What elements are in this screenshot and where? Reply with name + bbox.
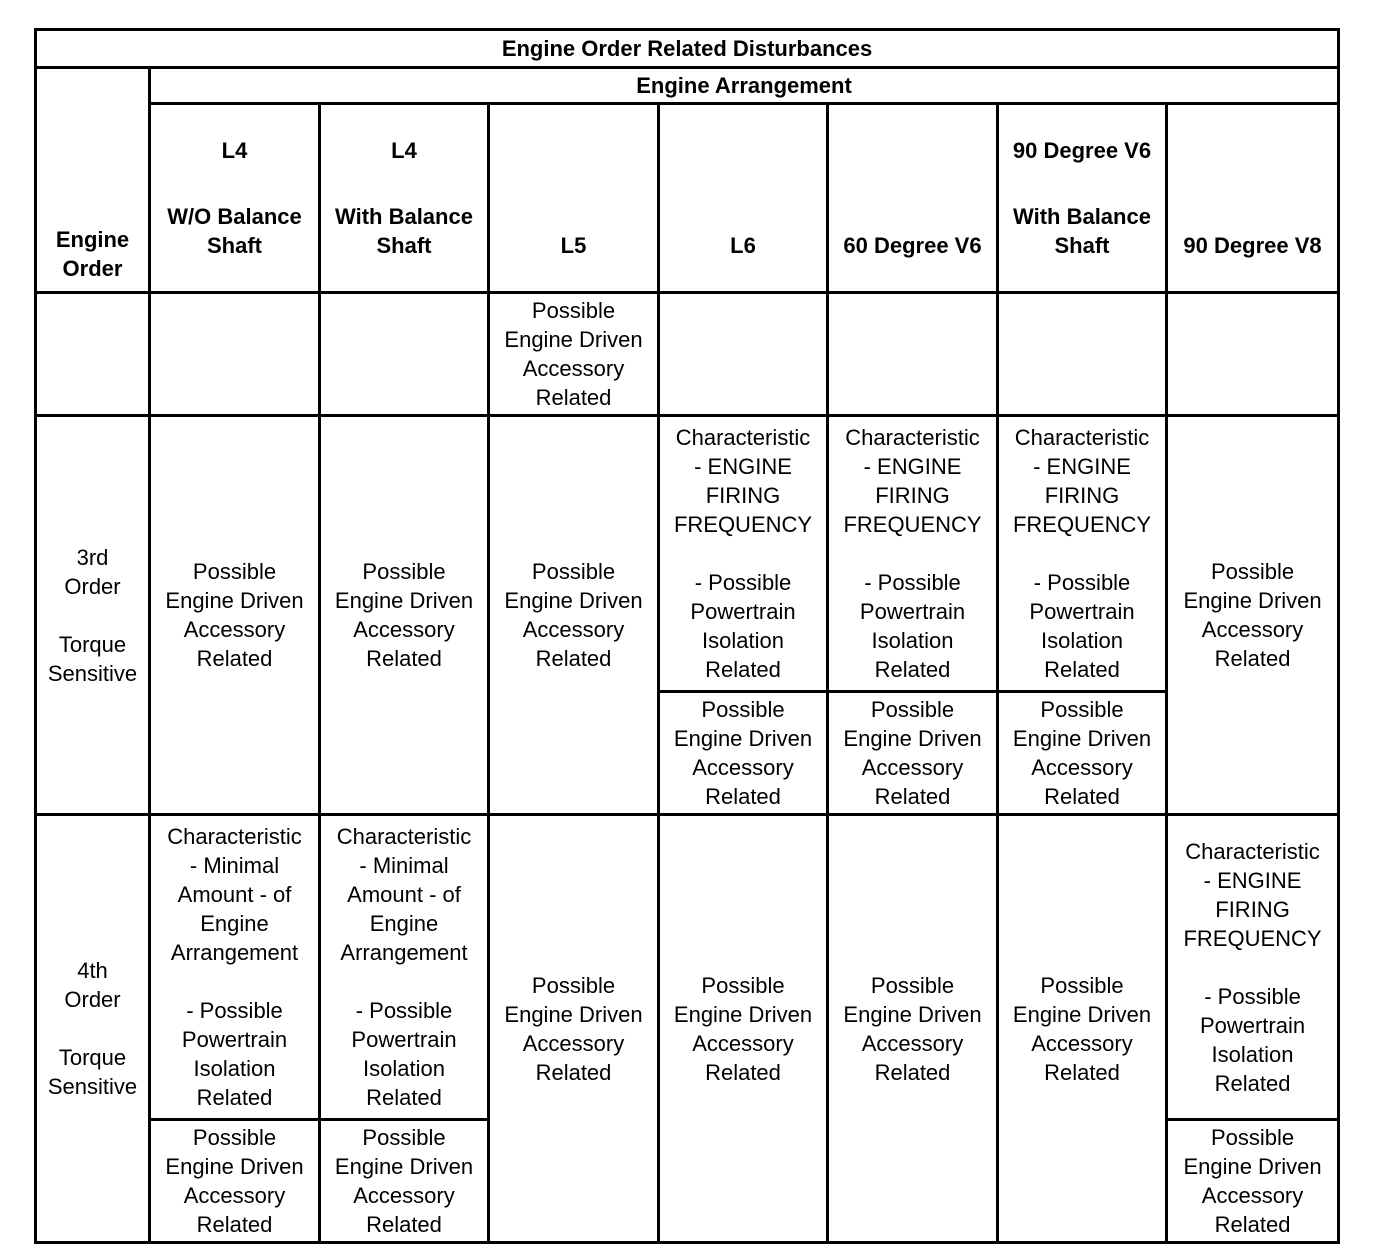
table-cell: Possible Engine Driven Accessory Related	[828, 815, 998, 1243]
table-cell	[150, 293, 320, 416]
col-header-bottom: 90 Degree V8	[1183, 233, 1322, 258]
col-header-60-v6	[828, 104, 998, 293]
table-cell: Possible Engine Driven Accessory Related	[320, 1120, 489, 1243]
col-header-top: L4	[221, 138, 248, 163]
table-row	[36, 416, 1339, 692]
engine-order-table	[34, 28, 1340, 1244]
engine-arrangement-header: Engine Arrangement	[150, 68, 1339, 104]
table-cell: Characteristic - ENGINE FIRING FREQUENCY - Possible Powertrain Isolation Related	[659, 416, 828, 692]
table-cell	[320, 293, 489, 416]
table-cell: Possible Engine Driven Accessory Related	[150, 1120, 320, 1243]
col-header-l4-with-balance	[320, 104, 489, 293]
table-cell: Characteristic - Minimal Amount - of Engine Arrangement - Possible Powertrain Isolation Related	[320, 815, 489, 1120]
col-header-bottom: With Balance Shaft	[335, 204, 473, 258]
table-cell: Possible Engine Driven Accessory Related	[828, 692, 998, 815]
row-label	[36, 293, 150, 416]
table-cell	[998, 293, 1167, 416]
row-label: 3rd Order Torque Sensitive	[36, 416, 150, 815]
table-cell: Characteristic - ENGINE FIRING FREQUENCY - Possible Powertrain Isolation Related	[998, 416, 1167, 692]
col-header-bottom: L5	[560, 233, 587, 258]
col-header-bottom: With Balance Shaft	[1013, 204, 1151, 258]
col-header-bottom: W/O Balance Shaft	[167, 204, 302, 258]
table-cell: Characteristic - ENGINE FIRING FREQUENCY - Possible Powertrain Isolation Related	[1167, 815, 1339, 1120]
table-cell: Possible Engine Driven Accessory Related	[998, 815, 1167, 1243]
col-header-top: 90 Degree V6	[1012, 138, 1152, 163]
col-header-90-v8	[1167, 104, 1339, 293]
col-header-bottom: 60 Degree V6	[843, 233, 982, 258]
table-cell: Possible Engine Driven Accessory Related	[1167, 416, 1339, 815]
table-cell: Possible Engine Driven Accessory Related	[1167, 1120, 1339, 1243]
table-cell: Possible Engine Driven Accessory Related	[659, 692, 828, 815]
col-header-bottom: L6	[730, 233, 756, 258]
col-header-l6	[659, 104, 828, 293]
row-label: 4th Order Torque Sensitive	[36, 815, 150, 1243]
table-cell: Possible Engine Driven Accessory Related	[489, 293, 659, 416]
table-cell: Possible Engine Driven Accessory Related	[659, 815, 828, 1243]
table-cell	[828, 293, 998, 416]
col-header-l5	[489, 104, 659, 293]
table-cell: Possible Engine Driven Accessory Related	[150, 416, 320, 815]
table-cell: Possible Engine Driven Accessory Related	[998, 692, 1167, 815]
col-header-l4-wo-balance	[150, 104, 320, 293]
table-cell	[659, 293, 828, 416]
table-row	[36, 815, 1339, 1120]
table-cell: Characteristic - Minimal Amount - of Engine Arrangement - Possible Powertrain Isolation Related	[150, 815, 320, 1120]
table-cell: Characteristic - ENGINE FIRING FREQUENCY - Possible Powertrain Isolation Related	[828, 416, 998, 692]
table-cell: Possible Engine Driven Accessory Related	[320, 416, 489, 815]
col-header-90-v6	[998, 104, 1167, 293]
col-header-top: L4	[391, 138, 417, 163]
table-row	[36, 293, 1339, 416]
engine-order-header: Engine Order	[36, 68, 150, 293]
table-title: Engine Order Related Disturbances	[36, 30, 1339, 68]
table-cell: Possible Engine Driven Accessory Related	[489, 815, 659, 1243]
table-cell: Possible Engine Driven Accessory Related	[489, 416, 659, 815]
table-cell	[1167, 293, 1339, 416]
